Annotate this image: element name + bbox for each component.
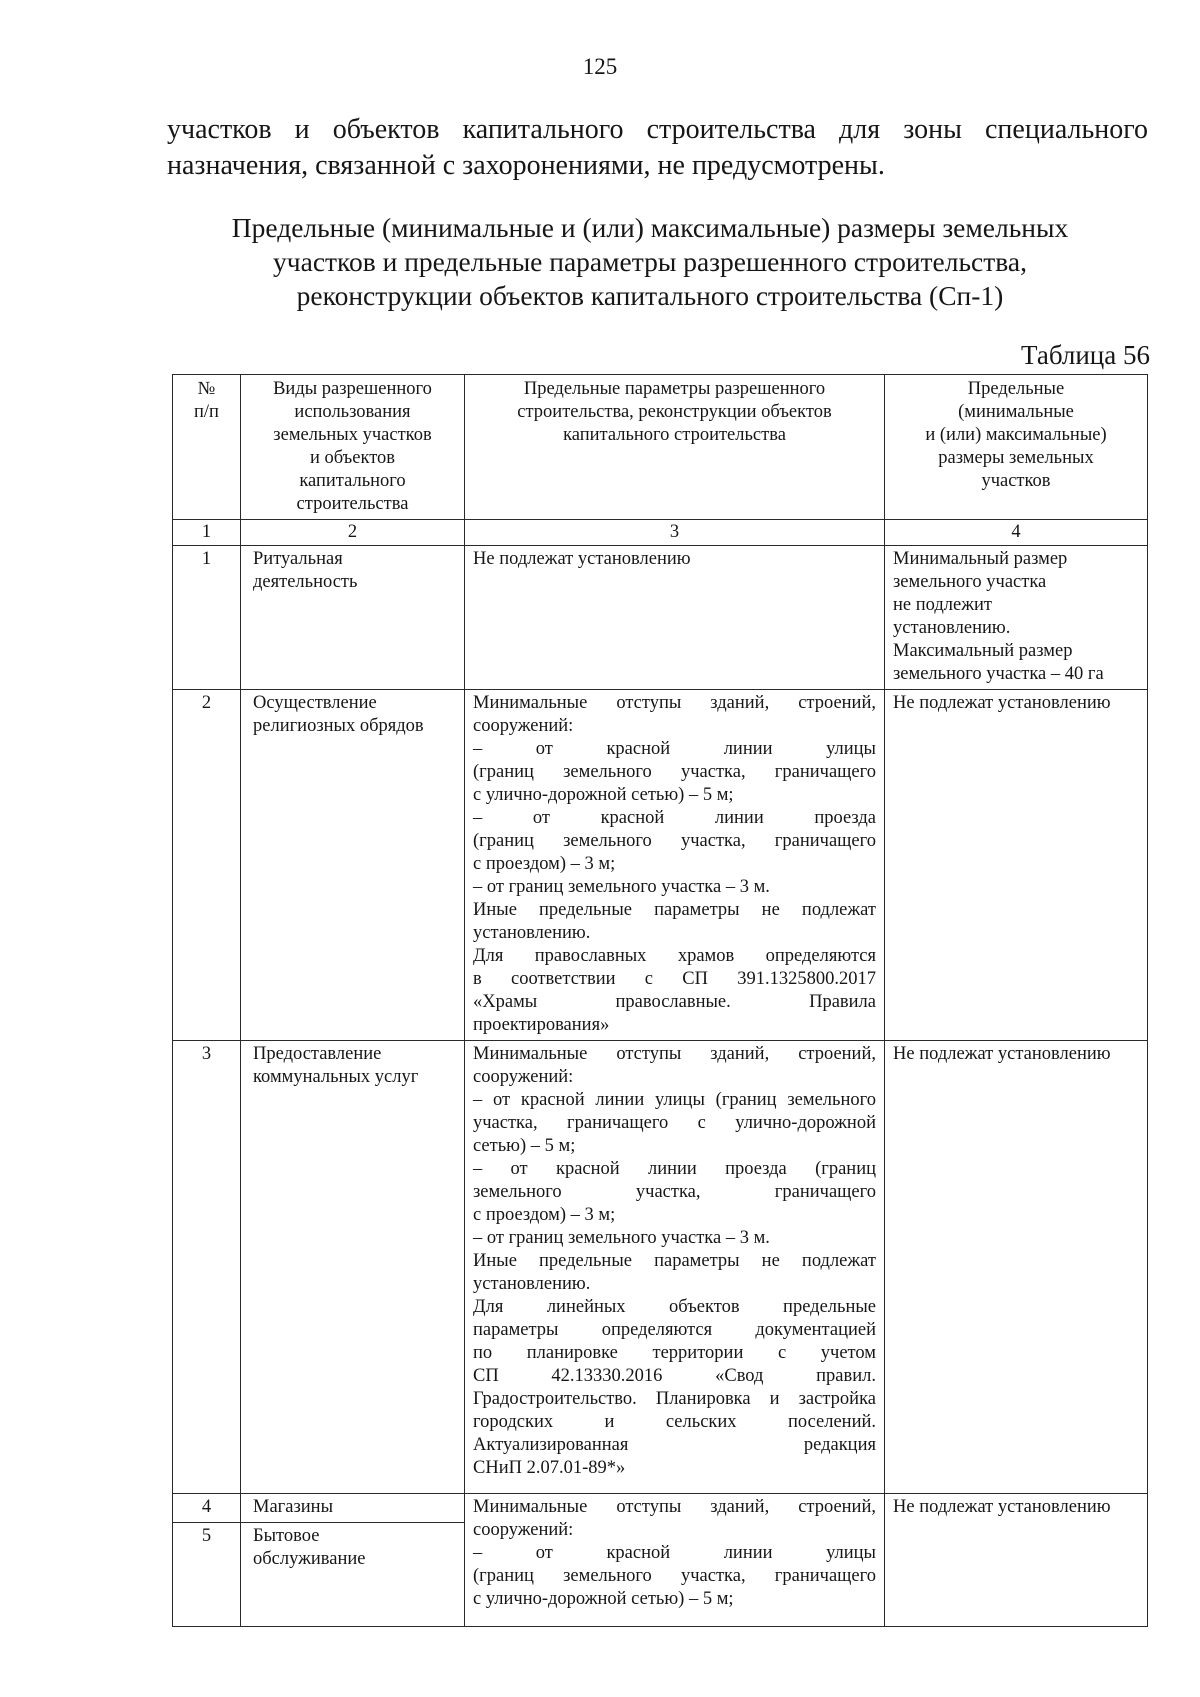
build-params-cell (465, 1494, 885, 1627)
row-number: 3 (173, 1041, 241, 1494)
header-line: использования (294, 402, 411, 422)
param-line: (границ земельного участка, граничащего (473, 831, 876, 851)
plot-size-line: земельного участка (893, 572, 1047, 592)
param-line: Не подлежат установлению (473, 549, 691, 569)
use-type-cell (241, 546, 465, 690)
row-number: 1 (173, 546, 241, 690)
column-number: 3 (465, 520, 885, 546)
header-use-type (241, 375, 465, 520)
param-text (473, 1496, 876, 1611)
build-params-cell (465, 546, 885, 690)
param-line: с проездом) – 3 м; (473, 854, 616, 874)
section-title (150, 211, 1150, 313)
param-line: Градостроительство. Планировка и застройка (473, 1389, 876, 1409)
build-params-cell (465, 1041, 885, 1494)
plot-size-line: Минимальный размер (893, 549, 1068, 569)
use-type-line: религиозных обрядов (253, 716, 424, 736)
param-line: – от красной линии улицы (границ земельного (473, 1090, 876, 1110)
plot-sizes-cell (885, 1041, 1148, 1494)
param-line: Для православных храмов определяются (473, 946, 876, 966)
header-line: Предельные параметры разрешенного (523, 379, 826, 399)
header-cell-text (181, 378, 232, 424)
param-line: установлению. (473, 1274, 591, 1294)
header-line: Предельные (967, 379, 1065, 399)
param-line: участка, граничащего с улично-дорожной (473, 1113, 876, 1133)
section-title-line: реконструкции объектов капитального строительства (Сп-1) (296, 280, 1004, 311)
plot-size-line: Не подлежат установлению (893, 1044, 1111, 1064)
param-line: – от границ земельного участка – 3 м. (473, 877, 770, 897)
plot-size-line: Не подлежат установлению (893, 1497, 1111, 1517)
use-type-line: деятельность (253, 572, 358, 592)
plot-size-line: установлению. (893, 618, 1011, 638)
param-line: – от красной линии проезда (границ (473, 1159, 876, 1179)
header-line: и объектов (309, 448, 396, 468)
header-cell-text (473, 378, 876, 447)
row-number: 5 (173, 1523, 241, 1627)
param-line: земельного участка, граничащего (473, 1182, 876, 1202)
table-row (173, 690, 1148, 1041)
use-type-line: Осуществление (253, 693, 377, 713)
cell-text (253, 1043, 456, 1089)
use-type-line: Предоставление (253, 1044, 382, 1064)
header-line: строительства, реконструкции объектов (517, 402, 832, 422)
header-line: и (или) максимальные) (925, 425, 1107, 445)
header-line: капитального (299, 471, 406, 491)
header-build-params (465, 375, 885, 520)
use-type-cell (241, 690, 465, 1041)
use-type-cell (241, 1523, 465, 1627)
header-cell-text (249, 378, 456, 516)
param-line: городских и сельских поселений. (473, 1412, 876, 1432)
header-line: (минимальные (958, 402, 1074, 422)
param-line: с улично-дорожной сетью) – 5 м; (473, 1589, 734, 1609)
use-type-cell (241, 1041, 465, 1494)
section-title-line: участков и предельные параметры разрешенного строительства, (273, 246, 1027, 277)
header-line: № (197, 379, 216, 399)
table-label: Таблица 56 (1021, 340, 1150, 370)
param-line: (границ земельного участка, граничащего (473, 1566, 876, 1586)
cell-text (253, 1496, 456, 1519)
header-line: Виды разрешенного (273, 379, 432, 399)
param-line: по планировке территории с учетом (473, 1343, 876, 1363)
plot-size-line: не подлежит (893, 595, 992, 615)
param-line: в соответствии с СП 391.1325800.2017 (473, 969, 876, 989)
table-row (173, 546, 1148, 690)
header-plot-sizes (885, 375, 1148, 520)
param-line: СП 42.13330.2016 «Свод правил. (473, 1366, 876, 1386)
header-line: размеры земельных (938, 448, 1094, 468)
row-number: 2 (173, 690, 241, 1041)
param-text (473, 692, 876, 1037)
plot-sizes-cell (885, 690, 1148, 1041)
plot-size-line: Не подлежат установлению (893, 693, 1111, 713)
cell-text (253, 548, 456, 594)
param-line: Минимальные отступы зданий, строений, (473, 1497, 876, 1517)
param-line: Минимальные отступы зданий, строений, (473, 693, 876, 713)
table-body (173, 546, 1148, 1627)
table-header-row (173, 375, 1148, 520)
cell-text (253, 1525, 456, 1571)
header-line: земельных участков (273, 425, 432, 445)
header-cell-text (893, 378, 1139, 493)
param-line: – от красной линии улицы (473, 739, 876, 759)
use-type-line: Магазины (253, 1497, 333, 1517)
intro-paragraph: участков и объектов капитального строительства для зоны специального назначения, связанной с захоронениями, не предусмотрены. (167, 114, 1148, 181)
page-number: 125 (582, 54, 618, 79)
plot-sizes-cell (885, 546, 1148, 690)
param-line: установлению. (473, 923, 591, 943)
use-type-line: коммунальных услуг (253, 1067, 419, 1087)
header-line: участков (981, 471, 1051, 491)
param-line: СНиП 2.07.01-89*» (473, 1458, 626, 1478)
cell-text (893, 1043, 1139, 1066)
param-line: параметры определяются документацией (473, 1320, 876, 1340)
param-text (473, 1043, 876, 1480)
header-no (173, 375, 241, 520)
param-line: с улично-дорожной сетью) – 5 м; (473, 785, 734, 805)
param-line: сооружений: (473, 716, 574, 736)
param-line: с проездом) – 3 м; (473, 1205, 616, 1225)
row-number: 4 (173, 1494, 241, 1523)
plot-size-line: Максимальный размер (893, 641, 1073, 661)
header-line: капитального строительства (563, 425, 786, 445)
column-number-row (173, 520, 1148, 546)
table-row (173, 1494, 1148, 1523)
param-line: – от красной линии улицы (473, 1543, 876, 1563)
use-type-line: Ритуальная (253, 549, 343, 569)
use-type-line: Бытовое (253, 1526, 320, 1546)
use-type-cell (241, 1494, 465, 1523)
table-row (173, 1041, 1148, 1494)
cell-text (893, 1496, 1139, 1519)
zoning-parameters-table (172, 374, 1148, 1627)
param-line: «Храмы православные. Правила (473, 992, 876, 1012)
param-line: Иные предельные параметры не подлежат (473, 900, 876, 920)
param-line: проектирования» (473, 1015, 610, 1035)
param-line: сооружений: (473, 1520, 574, 1540)
cell-text (893, 692, 1139, 715)
header-line: строительства (296, 494, 409, 514)
header-line: п/п (194, 402, 219, 422)
plot-size-line: земельного участка – 40 га (893, 664, 1104, 684)
param-line: Иные предельные параметры не подлежат (473, 1251, 876, 1271)
cell-text (253, 692, 456, 738)
param-line: сооружений: (473, 1067, 574, 1087)
cell-text (893, 548, 1139, 686)
column-number: 1 (173, 520, 241, 546)
param-line: – от границ земельного участка – 3 м. (473, 1228, 770, 1248)
use-type-line: обслуживание (253, 1549, 366, 1569)
build-params-cell (465, 690, 885, 1041)
column-number: 2 (241, 520, 465, 546)
plot-sizes-cell (885, 1494, 1148, 1627)
param-line: Актуализированная редакция (473, 1435, 876, 1455)
section-title-line: Предельные (минимальные и (или) максимальные) размеры земельных (231, 212, 1069, 243)
param-line: – от красной линии проезда (473, 808, 876, 828)
param-text (473, 548, 876, 571)
param-line: (границ земельного участка, граничащего (473, 762, 876, 782)
param-line: сетью) – 5 м; (473, 1136, 576, 1156)
column-number: 4 (885, 520, 1148, 546)
param-line: Минимальные отступы зданий, строений, (473, 1044, 876, 1064)
param-line: Для линейных объектов предельные (473, 1297, 876, 1317)
